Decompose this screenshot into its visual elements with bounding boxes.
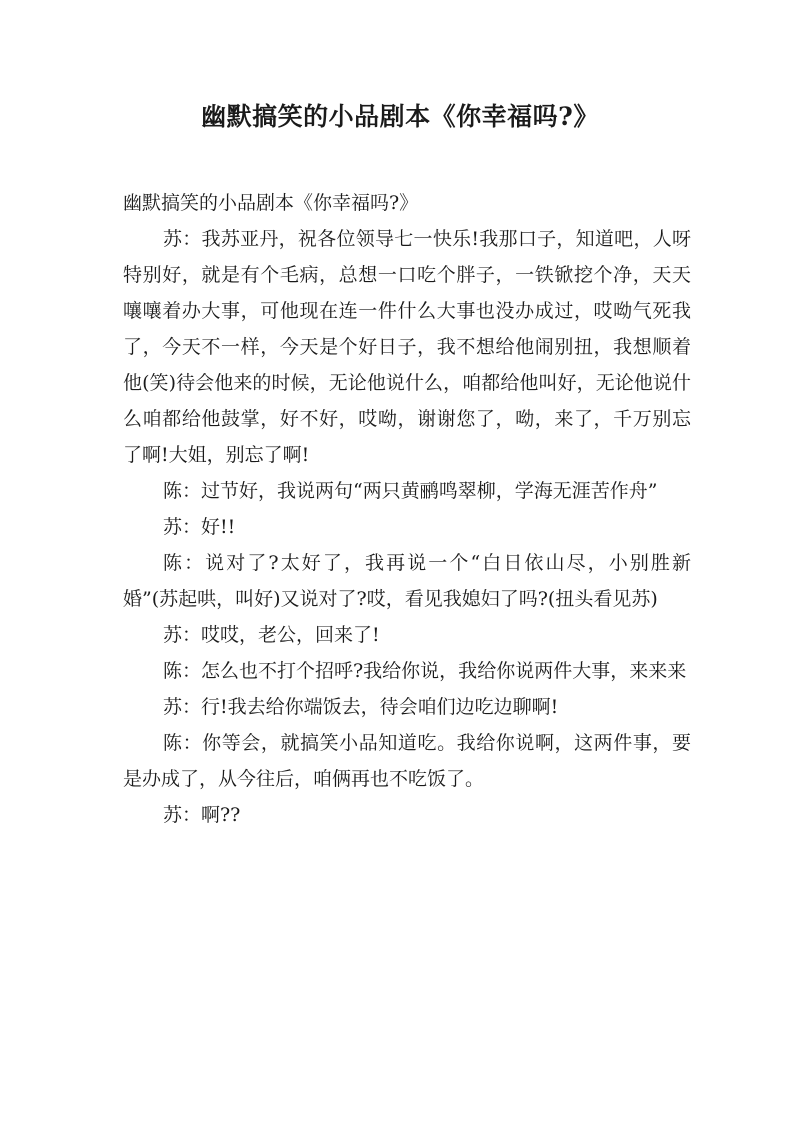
dialogue-line: 陈：怎么也不打个招呼?我给你说，我给你说两件大事，来来来 [163, 660, 687, 682]
document-body [123, 185, 691, 833]
dialogue-line: 苏：行!我去给你端饭去，待会咱们边吃边聊啊! [163, 696, 559, 718]
dialogue-line: 苏：哎哎，老公，回来了! [163, 624, 380, 646]
dialogue-line: 陈：过节好，我说两句“两只黄鹂鸣翠柳，学海无涯苦作舟” [163, 480, 658, 502]
document-subtitle: 幽默搞笑的小品剧本《你幸福吗?》 [123, 192, 419, 214]
dialogue-line: 苏：我苏亚丹，祝各位领导七一快乐!我那口子，知道吧，人呀特别好，就是有个毛病，总想一口吃个胖子，一铁锨挖个净，天天嚷嚷着办大事，可他现在连一件什么大事也没办成过，哎呦气死我了，今天不一样，今天是个好日子，我不想给他闹别扭，我想顺着他(笑)待会他来的时候，无论他说什么，咱都给他叫好，无论他说什么咱都给他鼓掌，好不好，哎呦，谢谢您了，呦，来了，千万别忘了啊!大姐，别忘了啊! [123, 228, 691, 466]
dialogue-line: 苏：啊?? [163, 804, 241, 826]
dialogue-line: 苏：好!! [163, 516, 236, 538]
document-title: 幽默搞笑的小品剧本《你幸福吗?》 [201, 102, 599, 131]
dialogue-line: 陈：你等会，就搞笑小品知道吃。我给你说啊，这两件事，要是办成了，从今往后，咱俩再也不吃饭了。 [123, 732, 691, 790]
dialogue-line: 陈：说对了?太好了，我再说一个“白日依山尽，小别胜新婚”(苏起哄，叫好)又说对了?哎，看见我媳妇了吗?(扭头看见苏) [123, 552, 691, 610]
